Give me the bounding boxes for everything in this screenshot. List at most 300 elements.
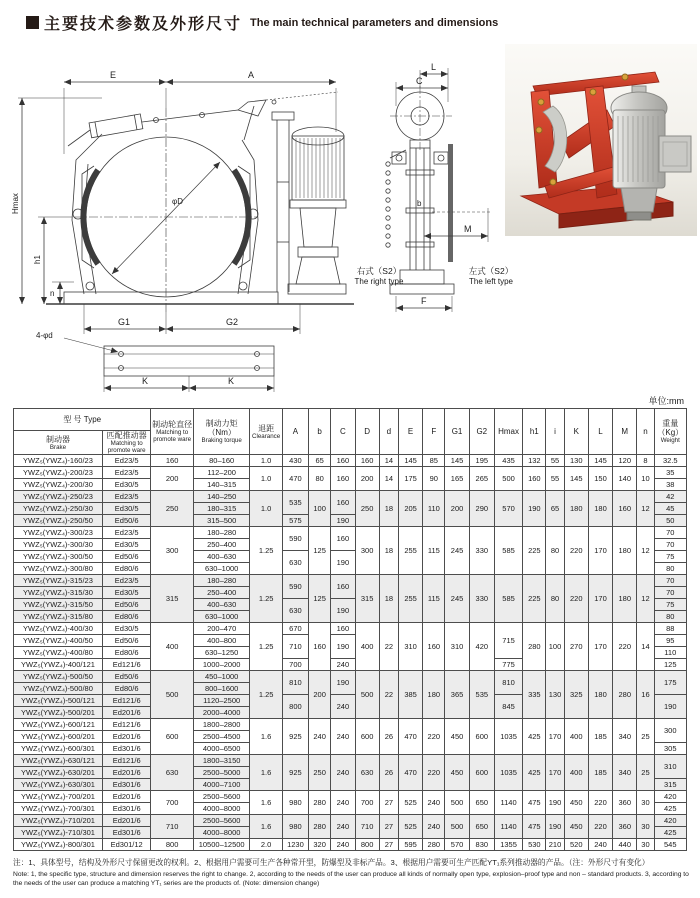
cell-K: 325	[564, 671, 588, 719]
cell-h1: 280	[523, 623, 546, 671]
cell-F: 90	[423, 467, 445, 491]
cell-d: 27	[379, 839, 398, 851]
dim-label-b: b	[417, 199, 422, 208]
cell-h1: 225	[523, 527, 546, 575]
column-header-i: i	[546, 409, 564, 455]
cell-A: 1230	[282, 839, 308, 851]
column-header-L: L	[588, 409, 612, 455]
cell-wheel-diameter: 160	[151, 455, 193, 467]
table-row	[14, 575, 687, 587]
cell-D: 500	[355, 671, 379, 719]
column-header-type: 型 号 Type	[14, 409, 151, 431]
column-header-brake: 制动器 Brake	[14, 431, 103, 455]
cell-thruster: Ed121/6	[102, 659, 151, 671]
cell-A: 810	[282, 671, 308, 695]
column-header-E: E	[398, 409, 422, 455]
cell-E: 145	[398, 455, 422, 467]
column-header-b: b	[309, 409, 331, 455]
cell-G1: 310	[445, 623, 469, 671]
cell-K: 180	[564, 491, 588, 527]
cell-brake-model: YWZ₅(YWZ₄)-300/30	[14, 539, 103, 551]
cell-braking-torque: 400–630	[193, 599, 250, 611]
table-row	[14, 467, 687, 479]
cell-d: 18	[379, 527, 398, 575]
cell-Hmax: 1355	[494, 839, 522, 851]
cell-n: 12	[637, 491, 654, 527]
cell-weight: 70	[654, 527, 686, 539]
dim-label-Hmax: Hmax	[11, 193, 20, 214]
cell-b: 100	[309, 491, 331, 527]
dim-label-C: C	[416, 76, 423, 86]
cell-F: 115	[423, 575, 445, 623]
column-header-diameter: 制动轮直径 Matching to promote ware	[151, 409, 193, 455]
dim-label-F: F	[421, 296, 427, 306]
footnotes	[13, 857, 689, 889]
cell-braking-torque: 2500–5600	[193, 791, 250, 803]
footnote-en: Note: 1, the specific type, structure and dimension reserves the right to change. 2, according to the needs of the user can produce all kinds of normally open type, explosion–proof type and non – standard products. 3, according to the needs of the user can produce a matching YT₁ series are the products of. (Note: dimension change)	[13, 871, 689, 888]
cell-D: 315	[355, 575, 379, 623]
cell-d: 22	[379, 623, 398, 671]
cell-n: 12	[637, 527, 654, 575]
column-header-M: M	[613, 409, 637, 455]
cell-M: 220	[613, 623, 637, 671]
column-header-A: A	[282, 409, 308, 455]
cell-Hmax: 715	[494, 623, 522, 659]
cell-G2: 535	[469, 671, 494, 719]
cell-weight: 545	[654, 839, 686, 851]
cell-D: 600	[355, 719, 379, 755]
column-header-h1: h1	[523, 409, 546, 455]
cell-brake-model: YWZ₅(YWZ₄)-600/201	[14, 731, 103, 743]
cell-clearance: 2.0	[250, 839, 282, 851]
cell-clearance: 1.25	[250, 623, 282, 671]
cell-thruster: Ed50/6	[102, 671, 151, 683]
cell-E: 255	[398, 575, 422, 623]
cell-thruster: Ed30/5	[102, 503, 151, 515]
cell-thruster: Ed23/5	[102, 491, 151, 503]
cell-weight: 315	[654, 779, 686, 791]
cell-C: 240	[331, 791, 355, 815]
page-title-zh: 主要技术参数及外形尺寸	[44, 16, 243, 33]
cell-braking-torque: 250–400	[193, 587, 250, 599]
cell-wheel-diameter: 300	[151, 527, 193, 575]
column-header-Hmax: Hmax	[494, 409, 522, 455]
cell-clearance: 1.25	[250, 671, 282, 719]
cell-thruster: Ed301/6	[102, 827, 151, 839]
cell-C: 160	[331, 575, 355, 599]
cell-weight: 125	[654, 659, 686, 671]
left-type-en: The left type	[468, 277, 514, 287]
cell-wheel-diameter: 250	[151, 491, 193, 527]
cell-braking-torque: 1800–3150	[193, 755, 250, 767]
cell-b: 200	[309, 671, 331, 719]
cell-brake-model: YWZ₅(YWZ₄)-630/301	[14, 779, 103, 791]
cell-E: 525	[398, 791, 422, 815]
column-header-G1: G1	[445, 409, 469, 455]
cell-weight: 42	[654, 491, 686, 503]
dim-label-G1: G1	[118, 317, 131, 327]
cell-M: 360	[613, 815, 637, 839]
table-row	[14, 755, 687, 767]
cell-G2: 290	[469, 491, 494, 527]
cell-i: 190	[546, 791, 564, 815]
cell-d: 22	[379, 671, 398, 719]
cell-b: 280	[309, 815, 331, 839]
cell-wheel-diameter: 800	[151, 839, 193, 851]
cell-A: 980	[282, 815, 308, 839]
cell-C: 240	[331, 839, 355, 851]
cell-C: 190	[331, 599, 355, 623]
column-header-clearance: 退距 Clearance	[250, 409, 282, 455]
cell-G1: 245	[445, 527, 469, 575]
cell-C: 160	[331, 623, 355, 635]
cell-G1: 165	[445, 467, 469, 491]
cell-d: 14	[379, 467, 398, 491]
cell-braking-torque: 1800–2800	[193, 719, 250, 731]
cell-h1: 225	[523, 575, 546, 623]
cell-weight: 88	[654, 623, 686, 635]
cell-brake-model: YWZ₅(YWZ₄)-400/80	[14, 647, 103, 659]
cell-b: 240	[309, 719, 331, 755]
cell-K: 145	[564, 467, 588, 491]
cell-brake-model: YWZ₅(YWZ₄)-315/50	[14, 599, 103, 611]
cell-Hmax: 570	[494, 491, 522, 527]
cell-A: 800	[282, 695, 308, 719]
cell-G1: 450	[445, 755, 469, 791]
cell-L: 220	[588, 815, 612, 839]
cell-d: 27	[379, 791, 398, 815]
cell-i: 100	[546, 623, 564, 671]
cell-weight: 32.5	[654, 455, 686, 467]
cell-C: 240	[331, 695, 355, 719]
cell-F: 220	[423, 719, 445, 755]
cell-K: 450	[564, 791, 588, 815]
cell-b: 80	[309, 467, 331, 491]
cell-brake-model: YWZ₅(YWZ₄)-400/121	[14, 659, 103, 671]
cell-braking-torque: 80–160	[193, 455, 250, 467]
cell-G1: 500	[445, 791, 469, 815]
cell-b: 125	[309, 527, 331, 575]
cell-brake-model: YWZ₅(YWZ₄)-700/301	[14, 803, 103, 815]
cell-brake-model: YWZ₅(YWZ₄)-250/50	[14, 515, 103, 527]
cell-weight: 70	[654, 587, 686, 599]
cell-weight: 70	[654, 575, 686, 587]
cell-K: 220	[564, 527, 588, 575]
cell-d: 26	[379, 755, 398, 791]
cell-braking-torque: 200–470	[193, 623, 250, 635]
cell-E: 470	[398, 755, 422, 791]
cell-brake-model: YWZ₅(YWZ₄)-300/23	[14, 527, 103, 539]
cell-n: 16	[637, 671, 654, 719]
table-header-row-1	[14, 409, 687, 431]
cell-braking-torque: 180–280	[193, 527, 250, 539]
cell-thruster: Ed201/6	[102, 731, 151, 743]
cell-thruster: Ed23/5	[102, 527, 151, 539]
cell-brake-model: YWZ₅(YWZ₄)-250/23	[14, 491, 103, 503]
cell-thruster: Ed201/6	[102, 815, 151, 827]
cell-n: 30	[637, 839, 654, 851]
unit-label: 单位:mm	[648, 396, 684, 406]
cell-C: 190	[331, 635, 355, 659]
cell-L: 240	[588, 839, 612, 851]
cell-G2: 650	[469, 791, 494, 815]
cell-thruster: Ed301/12	[102, 839, 151, 851]
cell-E: 525	[398, 815, 422, 839]
cell-weight: 110	[654, 647, 686, 659]
cell-brake-model: YWZ₅(YWZ₄)-500/50	[14, 671, 103, 683]
cell-C: 240	[331, 815, 355, 839]
title-bullet-icon	[26, 16, 39, 29]
cell-brake-model: YWZ₅(YWZ₄)-710/201	[14, 815, 103, 827]
cell-weight: 38	[654, 479, 686, 491]
cell-L: 150	[588, 467, 612, 491]
cell-weight: 50	[654, 515, 686, 527]
cell-wheel-diameter: 200	[151, 467, 193, 491]
cell-d: 18	[379, 491, 398, 527]
cell-weight: 35	[654, 467, 686, 479]
cell-i: 80	[546, 527, 564, 575]
cell-h1: 425	[523, 755, 546, 791]
cell-weight: 305	[654, 743, 686, 755]
cell-braking-torque: 630–1000	[193, 611, 250, 623]
cell-K: 130	[564, 455, 588, 467]
cell-Hmax: 585	[494, 575, 522, 623]
cell-clearance: 1.0	[250, 491, 282, 527]
cell-clearance: 1.6	[250, 755, 282, 791]
cell-A: 430	[282, 455, 308, 467]
cell-Hmax: 1140	[494, 815, 522, 839]
cell-b: 280	[309, 791, 331, 815]
cell-thruster: Ed23/5	[102, 575, 151, 587]
cell-A: 630	[282, 551, 308, 575]
cell-E: 175	[398, 467, 422, 491]
cell-wheel-diameter: 710	[151, 815, 193, 839]
cell-A: 630	[282, 599, 308, 623]
cell-n: 12	[637, 575, 654, 623]
cell-F: 240	[423, 791, 445, 815]
right-type-zh: 右式（S2）	[356, 266, 402, 276]
cell-brake-model: YWZ₅(YWZ₄)-400/30	[14, 623, 103, 635]
cell-h1: 132	[523, 455, 546, 467]
cell-braking-torque: 180–280	[193, 575, 250, 587]
column-header-d: d	[379, 409, 398, 455]
cell-weight: 175	[654, 671, 686, 695]
cell-L: 170	[588, 527, 612, 575]
cell-K: 450	[564, 815, 588, 839]
cell-C: 190	[331, 551, 355, 575]
cell-i: 210	[546, 839, 564, 851]
cell-weight: 190	[654, 695, 686, 719]
dim-label-E: E	[110, 70, 117, 80]
cell-Hmax: 435	[494, 455, 522, 467]
cell-E: 205	[398, 491, 422, 527]
cell-D: 400	[355, 623, 379, 671]
cell-clearance: 1.0	[250, 467, 282, 491]
cell-clearance: 1.6	[250, 791, 282, 815]
cell-D: 800	[355, 839, 379, 851]
dim-label-h1: h1	[33, 255, 42, 264]
cell-M: 140	[613, 467, 637, 491]
cell-F: 280	[423, 839, 445, 851]
cell-clearance: 1.6	[250, 719, 282, 755]
cell-Hmax: 775	[494, 659, 522, 671]
cell-i: 55	[546, 467, 564, 491]
cell-A: 470	[282, 467, 308, 491]
cell-d: 14	[379, 455, 398, 467]
cell-brake-model: YWZ₅(YWZ₄)-200/30	[14, 479, 103, 491]
cell-G2: 195	[469, 455, 494, 467]
left-type-label	[448, 266, 534, 287]
cell-wheel-diameter: 400	[151, 623, 193, 671]
cell-K: 400	[564, 755, 588, 791]
cell-weight: 80	[654, 563, 686, 575]
cell-E: 470	[398, 719, 422, 755]
cell-E: 595	[398, 839, 422, 851]
cell-braking-torque: 140–315	[193, 479, 250, 491]
table-row	[14, 491, 687, 503]
cell-braking-torque: 4000–8000	[193, 827, 250, 839]
cell-brake-model: YWZ₅(YWZ₄)-160/23	[14, 455, 103, 467]
cell-E: 310	[398, 623, 422, 671]
footnote-zh: 注：1、具体型号，结构及外形尺寸保留更改的权利。2、根据用户需要可生产各种常开型，防爆型及非标产品。3、根据用户需要可生产匹配YT₁系列推动器的产品。（注：外形尺寸有变化）	[13, 858, 650, 867]
cell-M: 340	[613, 719, 637, 755]
cell-G1: 500	[445, 815, 469, 839]
cell-i: 190	[546, 815, 564, 839]
cell-h1: 475	[523, 791, 546, 815]
cell-thruster: Ed201/6	[102, 767, 151, 779]
cell-n: 25	[637, 755, 654, 791]
cell-thruster: Ed201/6	[102, 791, 151, 803]
cell-braking-torque: 250–400	[193, 539, 250, 551]
cell-G2: 830	[469, 839, 494, 851]
cell-d: 26	[379, 719, 398, 755]
cell-braking-torque: 630–1250	[193, 647, 250, 659]
cell-L: 180	[588, 491, 612, 527]
cell-A: 710	[282, 635, 308, 659]
cell-M: 160	[613, 491, 637, 527]
cell-M: 180	[613, 527, 637, 575]
cell-b: 250	[309, 755, 331, 791]
cell-braking-torque: 1120–2500	[193, 695, 250, 707]
cell-weight: 425	[654, 803, 686, 815]
cell-E: 385	[398, 671, 422, 719]
table-row	[14, 671, 687, 683]
cell-wheel-diameter: 700	[151, 791, 193, 815]
cell-G2: 600	[469, 719, 494, 755]
cell-L: 180	[588, 671, 612, 719]
cell-D: 250	[355, 491, 379, 527]
cell-C: 240	[331, 719, 355, 755]
cell-M: 360	[613, 791, 637, 815]
cell-F: 240	[423, 815, 445, 839]
cell-brake-model: YWZ₅(YWZ₄)-500/201	[14, 707, 103, 719]
dim-label-phiD: φD	[172, 197, 183, 206]
cell-brake-model: YWZ₅(YWZ₄)-600/301	[14, 743, 103, 755]
cell-b: 65	[309, 455, 331, 467]
cell-C: 160	[331, 467, 355, 491]
cell-D: 160	[355, 455, 379, 467]
cell-weight: 420	[654, 815, 686, 827]
cell-A: 590	[282, 527, 308, 551]
cell-n: 30	[637, 791, 654, 815]
table-row	[14, 719, 687, 731]
cell-braking-torque: 2000–4000	[193, 707, 250, 719]
cell-A: 575	[282, 515, 308, 527]
cell-weight: 300	[654, 719, 686, 743]
cell-F: 180	[423, 671, 445, 719]
cell-L: 220	[588, 791, 612, 815]
cell-C: 160	[331, 491, 355, 515]
cell-L: 170	[588, 575, 612, 623]
cell-h1: 335	[523, 671, 546, 719]
dim-label-G2: G2	[226, 317, 239, 327]
cell-thruster: Ed30/5	[102, 479, 151, 491]
cell-wheel-diameter: 630	[151, 755, 193, 791]
cell-K: 520	[564, 839, 588, 851]
cell-Hmax: 500	[494, 467, 522, 491]
cell-h1: 160	[523, 467, 546, 491]
cell-weight: 75	[654, 599, 686, 611]
cell-G1: 245	[445, 575, 469, 623]
cell-G2: 330	[469, 527, 494, 575]
cell-thruster: Ed201/6	[102, 707, 151, 719]
cell-weight: 425	[654, 827, 686, 839]
cell-A: 700	[282, 659, 308, 671]
table-row	[14, 791, 687, 803]
brake-photo-illustration	[505, 44, 697, 236]
cell-wheel-diameter: 500	[151, 671, 193, 719]
cell-M: 340	[613, 755, 637, 791]
cell-i: 170	[546, 755, 564, 791]
cell-thruster: Ed301/6	[102, 779, 151, 791]
cell-weight: 45	[654, 503, 686, 515]
cell-thruster: Ed80/6	[102, 683, 151, 695]
cell-thruster: Ed80/6	[102, 563, 151, 575]
cell-braking-torque: 1000–2000	[193, 659, 250, 671]
table-row	[14, 455, 687, 467]
cell-braking-torque: 112–200	[193, 467, 250, 479]
dim-label-L: L	[431, 62, 437, 72]
left-type-zh: 左式（S2）	[468, 266, 514, 276]
cell-F: 160	[423, 623, 445, 671]
cell-thruster: Ed50/6	[102, 635, 151, 647]
cell-h1: 530	[523, 839, 546, 851]
cell-braking-torque: 400–630	[193, 551, 250, 563]
dim-label-holes: 4-φd	[36, 331, 53, 340]
cell-braking-torque: 4000–8000	[193, 803, 250, 815]
cell-clearance: 1.25	[250, 575, 282, 623]
cell-h1: 425	[523, 719, 546, 755]
cell-C: 160	[331, 455, 355, 467]
cell-Hmax: 1140	[494, 791, 522, 815]
cell-L: 145	[588, 455, 612, 467]
cell-braking-torque: 2500–4500	[193, 731, 250, 743]
table-body	[14, 455, 687, 851]
cell-L: 185	[588, 719, 612, 755]
cell-A: 925	[282, 719, 308, 755]
cell-braking-torque: 400–800	[193, 635, 250, 647]
cell-brake-model: YWZ₅(YWZ₄)-600/121	[14, 719, 103, 731]
cell-d: 18	[379, 575, 398, 623]
cell-braking-torque: 2500–5600	[193, 815, 250, 827]
cell-A: 925	[282, 755, 308, 791]
dim-label-K2: K	[228, 376, 235, 386]
cell-M: 120	[613, 455, 637, 467]
cell-weight: 70	[654, 539, 686, 551]
cell-n: 10	[637, 467, 654, 491]
cell-braking-torque: 630–1000	[193, 563, 250, 575]
cell-A: 670	[282, 623, 308, 635]
